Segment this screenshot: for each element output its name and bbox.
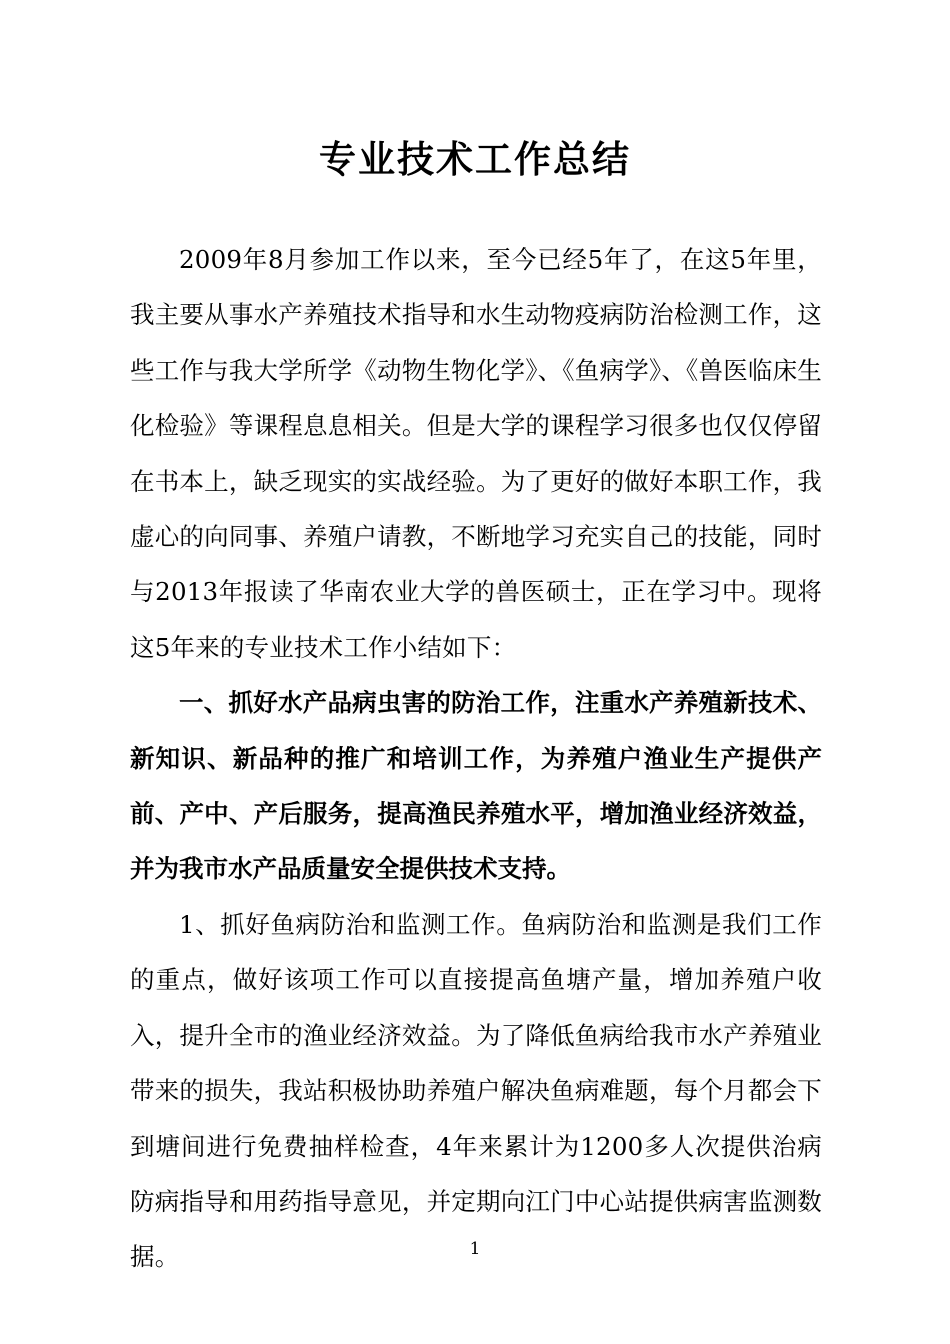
- paragraph-section-one-heading: 一、抓好水产品病虫害的防治工作，注重水产养殖新技术、新知识、新品种的推广和培训工作，为养殖户渔业生产提供产前、产中、产后服务，提高渔民养殖水平，增加渔业经济效益，并为我市水产品质量安全提供技术支持。: [130, 688, 822, 884]
- document-body: [130, 232, 822, 1285]
- page-number: 1: [469, 1239, 481, 1259]
- page-title: 专业技术工作总结: [319, 136, 631, 181]
- paragraph-intro: 2009年8月参加工作以来，至今已经5年了，在这5年里，我主要从事水产养殖技术指导和水生动物疫病防治检测工作，这些工作与我大学所学《动物生物化学》、《鱼病学》、《兽医临床生化检验》等课程息息相关。但是大学的课程学习很多也仅仅停留在书本上，缺乏现实的实战经验。为了更好的做好本职工作，我虚心的向同事、养殖户请教，不断地学习充实自己的技能，同时与2013年报读了华南农业大学的兽医硕士，正在学习中。现将这5年来的专业技术工作小结如下：: [130, 245, 822, 662]
- paragraph-item-1: 1、抓好鱼病防治和监测工作。鱼病防治和监测是我们工作的重点，做好该项工作可以直接提高鱼塘产量，增加养殖户收入，提升全市的渔业经济效益。为了降低鱼病给我市水产养殖业带来的损失，我站积极协助养殖户解决鱼病难题，每个月都会下到塘间进行免费抽样检查，4年来累计为1200多人次提供治病防病指导和用药指导意见，并定期向江门中心站提供病害监测数据。: [130, 909, 822, 1272]
